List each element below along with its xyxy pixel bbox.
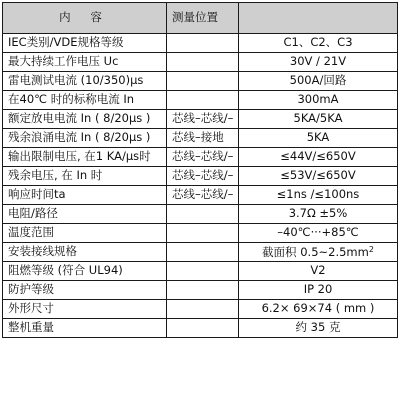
row-position	[167, 205, 239, 224]
row-item: 雷电测试电流 (10/350)μs	[3, 72, 167, 91]
table-row	[3, 34, 398, 53]
row-item: 输出限制电压, 在1 KA/μs时	[3, 148, 167, 167]
spec-table	[2, 2, 398, 338]
row-value: 6.2× 69×74 ( mm )	[239, 300, 398, 319]
row-value: 500A/回路	[239, 72, 398, 91]
table-row	[3, 224, 398, 243]
row-item: 电阻/路径	[3, 205, 167, 224]
row-value: V2	[239, 262, 398, 281]
header-value	[239, 3, 398, 34]
table-row	[3, 319, 398, 338]
row-value: 3.7Ω ±5%	[239, 205, 398, 224]
table-row	[3, 53, 398, 72]
table-row	[3, 167, 398, 186]
row-item: 残余电压, 在 In 时	[3, 167, 167, 186]
header-measure-position: 测量位置	[167, 3, 239, 34]
table-row	[3, 91, 398, 110]
row-position	[167, 34, 239, 53]
row-item: 外形尺寸	[3, 300, 167, 319]
table-row	[3, 300, 398, 319]
header-row	[3, 3, 398, 34]
row-value: 约 35 克	[239, 319, 398, 338]
row-value: ≤1ns /≤100ns	[239, 186, 398, 205]
row-value-superscript: 2	[368, 244, 374, 254]
table-row	[3, 281, 398, 300]
table-row	[3, 243, 398, 262]
row-item: 安装接线规格	[3, 243, 167, 262]
row-item: 温度范围	[3, 224, 167, 243]
table-row	[3, 186, 398, 205]
row-item: 最大持续工作电压 Uc	[3, 53, 167, 72]
table-row	[3, 148, 398, 167]
row-item: 防护等级	[3, 281, 167, 300]
row-position	[167, 53, 239, 72]
row-value: ≤44V/≤650V	[239, 148, 398, 167]
row-position	[167, 319, 239, 338]
row-position	[167, 72, 239, 91]
header-content: 内 容	[3, 3, 167, 34]
table-row	[3, 205, 398, 224]
row-position: 芯线–芯线/–	[167, 167, 239, 186]
row-value: 截面积 0.5~2.5mm	[262, 244, 369, 259]
table-row	[3, 262, 398, 281]
row-item: IEC类别/VDE规格等级	[3, 34, 167, 53]
row-position: 芯线–芯线/–	[167, 148, 239, 167]
row-item: 在40℃ 时的标称电流 In	[3, 91, 167, 110]
table-row	[3, 72, 398, 91]
row-value: ≤53V/≤650V	[239, 167, 398, 186]
row-position: 芯线–芯线/–	[167, 186, 239, 205]
row-value: 5KA/5KA	[239, 110, 398, 129]
row-position	[167, 300, 239, 319]
row-item: 响应时间ta	[3, 186, 167, 205]
row-value: C1、C2、C3	[239, 34, 398, 53]
row-value-wrapper	[239, 243, 398, 262]
row-item: 残余浪涌电流 In ( 8/20μs )	[3, 129, 167, 148]
row-item: 额定放电电流 In ( 8/20μs )	[3, 110, 167, 129]
row-position	[167, 224, 239, 243]
table-row	[3, 110, 398, 129]
row-position	[167, 281, 239, 300]
row-item: 阻燃等级 (符合 UL94)	[3, 262, 167, 281]
row-value: 30V / 21V	[239, 53, 398, 72]
row-value: –40℃···+85℃	[239, 224, 398, 243]
row-position	[167, 262, 239, 281]
row-position: 芯线–接地	[167, 129, 239, 148]
table-row	[3, 129, 398, 148]
row-position	[167, 243, 239, 262]
row-item: 整机重量	[3, 319, 167, 338]
row-value: IP 20	[239, 281, 398, 300]
row-value: 300mA	[239, 91, 398, 110]
row-position	[167, 91, 239, 110]
row-value: 5KA	[239, 129, 398, 148]
row-position: 芯线–芯线/–	[167, 110, 239, 129]
